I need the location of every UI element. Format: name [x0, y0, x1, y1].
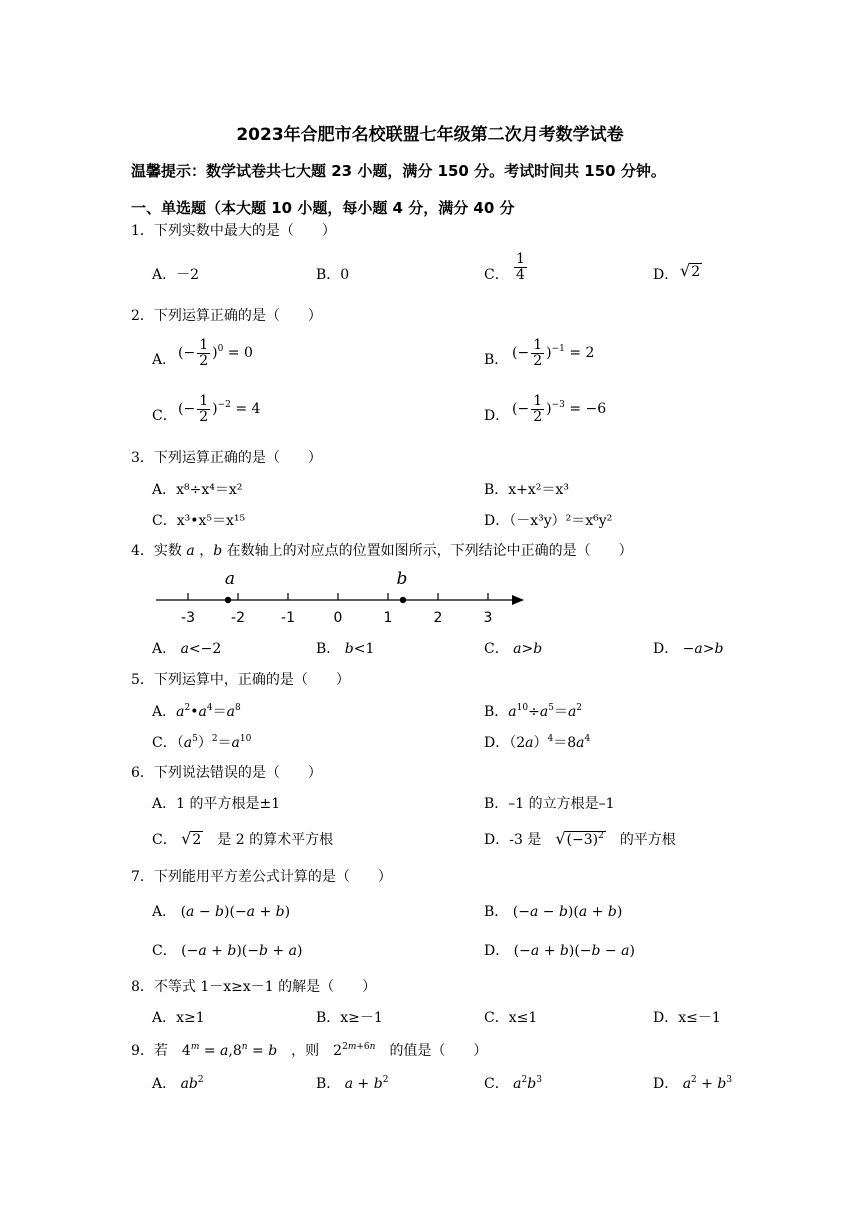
question-2-stem: 2．下列运算正确的是（ ） [131, 308, 322, 324]
q5-option-b: B．$a^{10}\div a^5=a^2$ [484, 703, 583, 720]
number-line [150, 566, 530, 630]
q9-option-c: C． $a^2b^3$ [484, 1075, 542, 1092]
q1-d-sqrt: √2 [680, 261, 701, 280]
q2-c-expr: (− $\frac{1}{2}$ )$^{-2}$ = 4 [178, 393, 261, 425]
point-b-label: b [396, 569, 408, 589]
number-line-tick-label: -2 [231, 610, 245, 626]
point-b [400, 597, 406, 603]
q1-option-b: B．0 [316, 267, 350, 283]
number-line-tick-label: -1 [281, 610, 295, 626]
point-a [225, 597, 231, 603]
q7-option-b: B． (−a − b)(a + b) [484, 904, 623, 920]
number-line-arrow [512, 595, 524, 605]
q9-option-a: A． $ab^2$ [152, 1075, 204, 1092]
q3-option-d: D．（－x³y）²＝x⁶y² [484, 513, 613, 529]
q1-c-fraction: $\frac{1}{4}$ [516, 251, 525, 283]
q4-option-d: D． −a>b [653, 641, 724, 657]
number-line-tick-label: -3 [181, 610, 195, 626]
q9-option-d: D． $a^2 + b^3$ [653, 1075, 733, 1092]
q3-option-b: B．x+x²＝x³ [484, 482, 569, 498]
q8-option-d: D．x≤－1 [653, 1010, 721, 1026]
exam-tip: 温馨提示：数学试卷共七大题 23 小题，满分 150 分。考试时间共 150 分钟。 [131, 162, 666, 180]
q4-option-b: B． b<1 [316, 641, 375, 657]
q2-option-b: B． [484, 352, 509, 368]
page-title: 2023年合肥市名校联盟七年级第二次月考数学试卷 [236, 125, 624, 145]
q8-option-c: C．x≤1 [484, 1010, 538, 1026]
q7-option-c: C． (−a + b)(−b + a) [152, 943, 303, 959]
question-7-stem: 7．下列能用平方差公式计算的是（ ） [131, 869, 392, 885]
q1-option-a: A．－2 [152, 267, 200, 283]
q2-option-c: C． [152, 408, 177, 424]
question-5-stem: 5．下列运算中，正确的是（ ） [131, 672, 350, 688]
section-heading: 一、单选题（本大题 10 小题，每小题 4 分，满分 40 分 [131, 199, 515, 217]
question-3-stem: 3．下列运算正确的是（ ） [131, 450, 322, 466]
number-line-tick-label: 0 [333, 610, 343, 626]
question-1-stem: 1．下列实数中最大的是（ ） [131, 223, 336, 239]
q5-option-a: A．$a^2•a^4=a^8$ [152, 703, 241, 720]
number-line-tick-label: 1 [383, 610, 393, 626]
q3-option-a: A．x⁸÷x⁴＝x² [152, 482, 243, 498]
q6-option-c: C． √2 是 2 的算术平方根 [152, 829, 334, 848]
q2-a-expr: (− $\frac{1}{2}$ )$^0$ = 0 [178, 337, 253, 369]
q2-option-d: D． [484, 408, 510, 424]
question-9-stem: 9．若 $4^m = a,8^n = b$ ，则 $2^{2m+6n}$ 的值是（ ） [131, 1042, 488, 1059]
q9-option-b: B． $a + b^2$ [316, 1075, 389, 1092]
q8-option-a: A．x≥1 [152, 1010, 205, 1026]
q1-option-d: D． [653, 267, 679, 283]
number-line-tick-label: 3 [483, 610, 493, 626]
question-8-stem: 8．不等式 1－x≥x－1 的解是（ ） [131, 979, 377, 995]
q6-option-d: D．-3 是 $√(-3)^2$ 的平方根 [484, 829, 676, 848]
q6-option-b: B．–1 的立方根是–1 [484, 796, 615, 812]
q4-option-a: A． a<−2 [152, 641, 222, 657]
q3-option-c: C．x³•x⁵＝x¹⁵ [152, 513, 246, 529]
q1-option-c: C． [484, 267, 509, 283]
q2-b-expr: (− $\frac{1}{2}$ )$^{-1}$ = 2 [512, 337, 595, 369]
q6-option-a: A．1 的平方根是±1 [152, 796, 281, 812]
q2-option-a: A． [152, 352, 177, 368]
number-line-tick-label: 2 [433, 610, 443, 626]
q7-option-d: D． (−a + b)(−b − a) [484, 943, 635, 959]
q8-option-b: B．x≥－1 [316, 1010, 383, 1026]
point-a-label: a [224, 569, 236, 589]
q5-option-d: D．$(2a)^4=8a^4$ [484, 734, 591, 751]
question-6-stem: 6．下列说法错误的是（ ） [131, 765, 322, 781]
q5-option-c: C．$(a^5)^2=a^{10}$ [152, 734, 252, 751]
q4-option-c: C． a>b [484, 641, 543, 657]
q7-option-a: A． (a − b)(−a + b) [152, 904, 291, 920]
q2-d-expr: (− $\frac{1}{2}$ )$^{-3}$ = −6 [512, 393, 607, 425]
question-4-stem: 4．实数 a ，b 在数轴上的对应点的位置如图所示，下列结论中正确的是（ ） [131, 543, 633, 559]
